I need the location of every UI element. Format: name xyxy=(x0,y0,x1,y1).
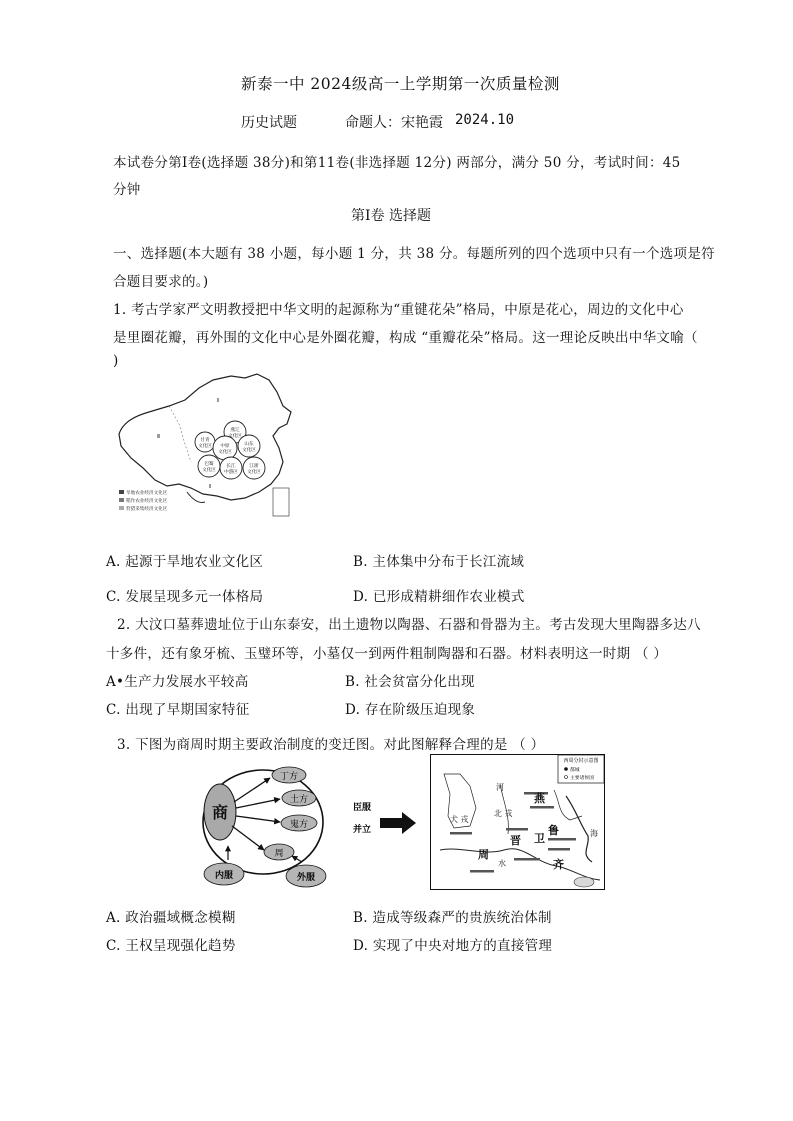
svg-text:Ⅱ: Ⅱ xyxy=(209,484,212,490)
diagram-outer: 外服 xyxy=(296,873,316,883)
map-label-changjiang: 长江 xyxy=(226,464,236,469)
map-legend-capital: 都城 xyxy=(570,768,580,773)
svg-text:文化区: 文化区 xyxy=(218,450,232,455)
diagram-shang: 商 xyxy=(211,803,229,822)
svg-text:Ⅲ: Ⅲ xyxy=(157,434,161,440)
q1-option-a[interactable]: A. 起源于旱地农业文化区 xyxy=(106,554,264,570)
intro-line-1: 本试卷分第Ⅰ卷(选择题 38分)和第11卷(非选择题 12分) 两部分，满分 50 分，考试时间：45 xyxy=(113,155,681,171)
map-label-he: 河 xyxy=(496,783,504,792)
diagram-ding: 丁方 xyxy=(279,772,299,782)
q1-option-c[interactable]: C. 发展呈现多元一体格局 xyxy=(106,589,264,605)
section-instruction-2: 合题目要求的。) xyxy=(113,274,209,290)
map-label-central: 中原 xyxy=(220,444,230,449)
q1-stem-line-2: 是里圈花瓣，再外围的文化中心是外圈花瓣，构成 “重瓣花朵”格局。这一理论反映出中华文喻（ xyxy=(113,330,698,346)
map-label-beirong: 北 戎 xyxy=(494,809,513,818)
section-title: 第Ⅰ卷 选择题 xyxy=(351,208,431,224)
map-label-hai: 海 xyxy=(590,829,598,838)
q2-option-b[interactable]: B. 社会贫富分化出现 xyxy=(345,674,475,690)
q3-option-b[interactable]: B. 造成等级森严的贵族统治体制 xyxy=(353,910,552,926)
q1-option-b[interactable]: B. 主体集中分布于长江流域 xyxy=(353,554,525,570)
map-label-shandong: 山东 xyxy=(244,442,254,447)
q3-system-diagram xyxy=(188,762,418,890)
exam-date: 2024.10 xyxy=(455,112,515,128)
svg-text:文化区: 文化区 xyxy=(228,434,242,439)
section-instruction-1: 一、选择题(本大题有 38 小题，每小题 1 分，共 38 分。每题所列的四个选项中只有一个选项是符 xyxy=(113,246,715,262)
svg-text:文化区: 文化区 xyxy=(242,448,256,453)
map-label-lu: 鲁 xyxy=(548,824,559,837)
subject-label: 历史试题 xyxy=(241,115,297,131)
q2-option-a[interactable]: A•生产力发展水平较高 xyxy=(106,674,249,690)
q1-china-map xyxy=(113,372,305,524)
map-legend-1: 旱地农业经济文化区 xyxy=(126,491,168,496)
diagram-gui: 鬼方 xyxy=(289,820,309,830)
map-label-quanrong: 犬 戎 xyxy=(450,815,469,824)
q1-stem-line-3: ) xyxy=(113,353,119,369)
author-label: 命题人：宋艳霞 xyxy=(345,115,443,131)
q2-stem-line-1: 2. 大汶口墓葬遗址位于山东泰安，出土遗物以陶器、石器和骨器为主。考古发现大里陶器多达八 xyxy=(117,617,701,633)
q2-option-c[interactable]: C. 出现了早期国家特征 xyxy=(106,702,250,718)
map-label-jiangzhe: 江浙 xyxy=(249,464,259,469)
map-label-yan: 燕 xyxy=(534,792,545,805)
map-label-qi: 齐 xyxy=(553,858,564,871)
map-title: 西周分封示意图 xyxy=(563,758,599,764)
map-label-shui: 水 xyxy=(498,859,506,868)
transition-arrow-icon xyxy=(380,812,416,834)
q1-option-d[interactable]: D. 已形成精耕细作农业模式 xyxy=(353,589,525,605)
svg-text:文化区: 文化区 xyxy=(202,468,216,473)
q3-zhou-map xyxy=(430,754,605,890)
diagram-arrow-label-1: 臣服 xyxy=(353,803,372,813)
map-legend-state: 主要诸侯国 xyxy=(570,776,594,781)
map-label-zhou: 周 xyxy=(478,848,489,861)
q3-stem: 3. 下图为商周时期主要政治制度的变迁图。对此图解释合理的是 （ ） xyxy=(117,737,545,753)
svg-text:文化区: 文化区 xyxy=(198,444,212,449)
intro-line-2: 分钟 xyxy=(113,182,141,198)
map-label-gansu: 甘青 xyxy=(200,438,210,443)
map-label-liao: 燕辽 xyxy=(230,428,240,433)
map-label-jin: 晋 xyxy=(510,834,521,847)
svg-text:Ⅱ: Ⅱ xyxy=(217,398,220,404)
map-legend-2: 稻作农业经济文化区 xyxy=(126,499,168,504)
q2-stem-line-2: 十多件，还有象牙梳、玉璧环等，小墓仅一到两件粗制陶器和石器。材料表明这一时期 （ ） xyxy=(106,646,668,662)
q3-option-a[interactable]: A. 政治疆域概念模糊 xyxy=(106,910,236,926)
exam-title: 新泰一中 2024级高一上学期第一次质量检测 xyxy=(241,75,560,93)
q2-option-d[interactable]: D. 存在阶级压迫现象 xyxy=(345,702,476,718)
map-label-bashu: 巴蜀 xyxy=(204,462,214,467)
svg-text:文化区: 文化区 xyxy=(247,470,261,475)
svg-text:中游区: 中游区 xyxy=(224,470,238,475)
diagram-tu: 土方 xyxy=(289,795,309,805)
map-legend-3: 狩猎采集经济文化区 xyxy=(126,507,168,512)
diagram-arrow-label-2: 并立 xyxy=(353,825,372,835)
q3-option-c[interactable]: C. 王权呈现强化趋势 xyxy=(106,938,236,954)
q1-stem-line-1: 1. 考古学家严文明教授把中华文明的起源称为“重键花朵”格局，中原是花心，周边的文化中心 xyxy=(113,302,684,318)
diagram-zhou: 周 xyxy=(274,849,284,859)
q3-option-d[interactable]: D. 实现了中央对地方的直接管理 xyxy=(353,938,553,954)
map-label-wei: 卫 xyxy=(534,832,545,845)
diagram-inner: 内服 xyxy=(214,871,234,881)
